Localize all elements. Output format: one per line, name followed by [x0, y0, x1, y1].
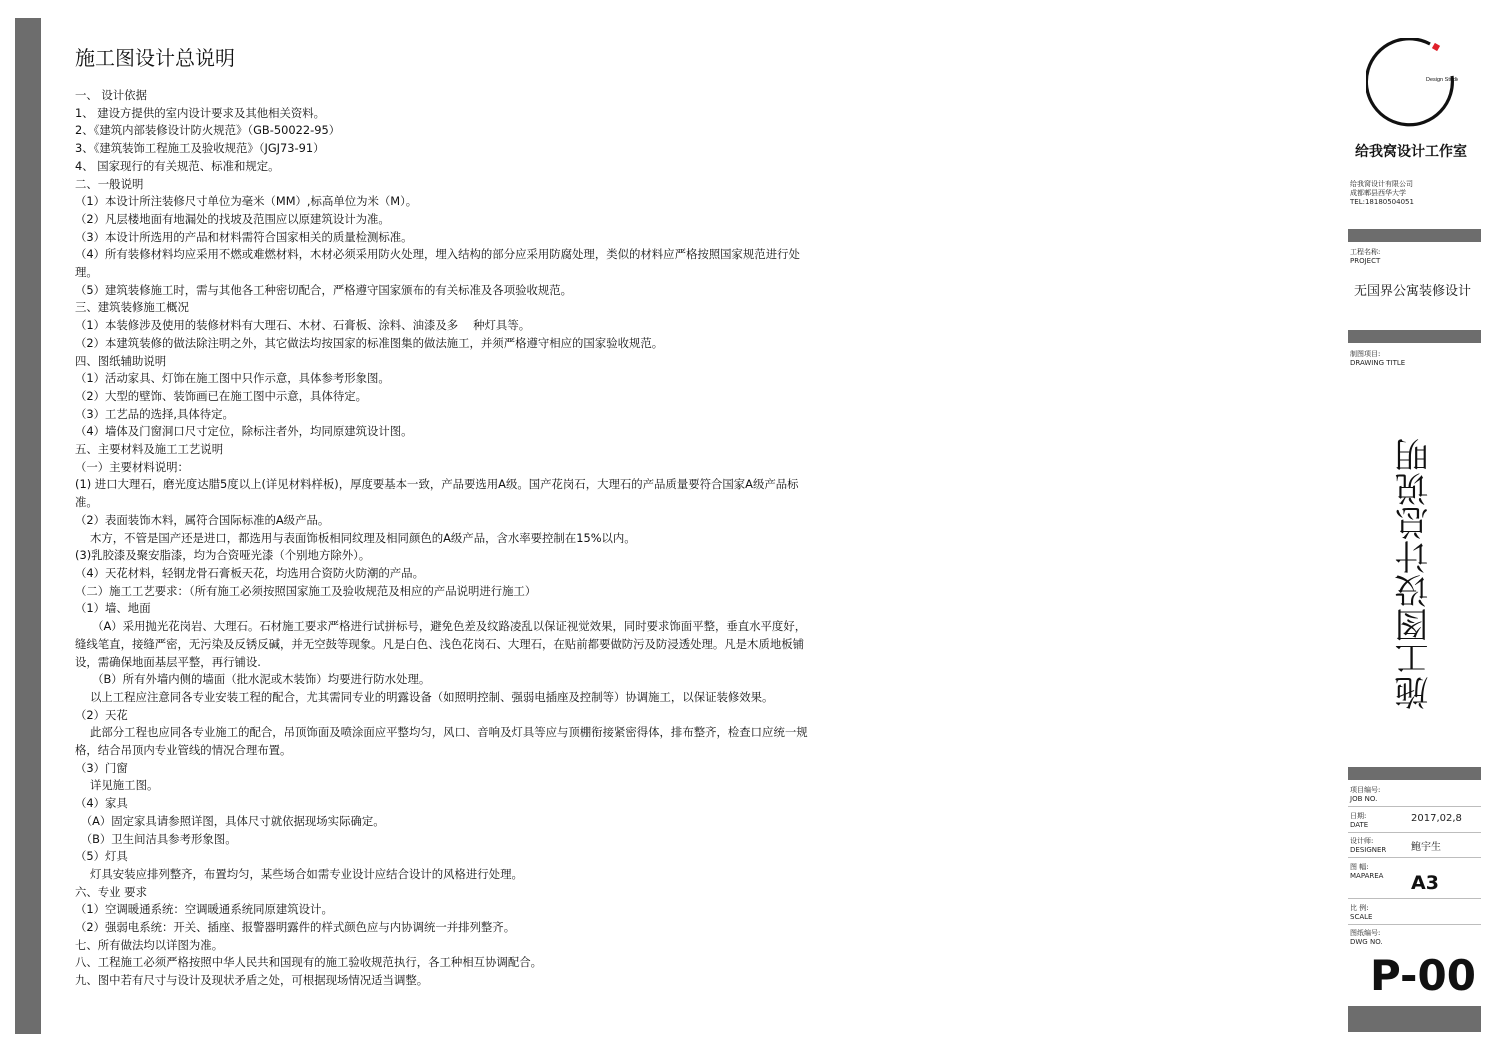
note-line: （4）天花材料，轻钢龙骨石膏板天花，均选用合资防火防潮的产品。 — [75, 565, 424, 580]
note-line: （1）本设计所注装修尺寸单位为毫米（MM）,标高单位为米（M）。 — [75, 194, 418, 209]
designer-value: 鲍宇生 — [1411, 842, 1441, 853]
note-line: 2、《建筑内部装修设计防火规范》（GB-50022-95） — [75, 123, 341, 138]
note-line: (3)乳胶漆及聚安脂漆，均为合资哑光漆（个别地方除外）。 — [75, 548, 371, 563]
divider-bar — [1348, 229, 1481, 242]
maparea-label-en: MAPAREA — [1350, 872, 1384, 880]
designer-label-en: DESIGNER — [1350, 846, 1387, 854]
scale-label-en: SCALE — [1350, 913, 1373, 921]
designer-label-cn: 设计师: — [1350, 837, 1374, 845]
note-line: （1）本装修涉及使用的装修材料有大理石、木材、石膏板、涂料、油漆及多 种灯具等。 — [75, 318, 531, 333]
job-label-en: JOB NO. — [1350, 795, 1378, 803]
note-line: （B）所有外墙内侧的墙面（批水泥或木装饰）均要进行防水处理。 — [75, 672, 431, 687]
dwg-label-en: DWG NO. — [1350, 938, 1383, 946]
note-line: 二、一般说明 — [75, 176, 144, 191]
note-line: 木方，不管是国产还是进口，都选用与表面饰板相同纹理及相同颜色的A级产品，含水率要控制在15%以内。 — [75, 530, 636, 545]
scale-label — [1350, 904, 1372, 922]
note-line: 1、 建设方提供的室内设计要求及其他相关资料。 — [75, 105, 326, 120]
project-name: 无国界公寓装修设计 — [1354, 284, 1472, 299]
note-line: （4）墙体及门窗洞口尺寸定位，除标注者外，均同原建筑设计图。 — [75, 424, 413, 439]
note-line: 六、专业 要求 — [75, 884, 147, 899]
company-tel: TEL:18180504051 — [1350, 198, 1414, 206]
drawing-title-vertical: 施工图设计总说明 — [1395, 438, 1435, 710]
drawing-title-label — [1350, 350, 1405, 368]
note-line: 五、主要材料及施工工艺说明 — [75, 442, 224, 457]
drawing-title-label-en: DRAWING TITLE — [1350, 359, 1406, 367]
note-line: 四、图纸辅助说明 — [75, 353, 167, 368]
job-no-label — [1350, 786, 1380, 804]
job-label-cn: 项目编号: — [1350, 786, 1381, 794]
designer-label — [1350, 837, 1386, 855]
company-name: 给我窝设计有限公司 — [1350, 180, 1413, 188]
note-line: （3）本设计所选用的产品和材料需符合国家相关的质量检测标准。 — [75, 229, 413, 244]
project-label — [1350, 248, 1380, 266]
note-line: （3）工艺品的选择,具体待定。 — [75, 406, 234, 421]
row-divider — [1348, 898, 1481, 899]
row-divider — [1348, 832, 1481, 833]
date-value: 2017,02,8 — [1411, 813, 1462, 824]
project-label-en: PROJECT — [1350, 257, 1381, 265]
note-line: 灯具安装应排列整齐，布置均匀，某些场合如需专业设计应结合设计的风格进行处理。 — [75, 866, 523, 881]
divider-bar — [1348, 767, 1481, 780]
studio-logo — [1366, 38, 1458, 130]
note-line: 设，需确保地面基层平整，再行铺设. — [75, 654, 261, 669]
note-line: （1）活动家具、灯饰在施工图中只作示意，具体参考形象图。 — [75, 371, 390, 386]
note-line: 一、 设计依据 — [75, 88, 147, 102]
date-label-cn: 日期: — [1350, 812, 1367, 820]
note-line: 七、所有做法均以详图为准。 — [75, 937, 224, 952]
drawing-title-label-cn: 制图项目: — [1350, 350, 1381, 358]
note-line: （3）门窗 — [75, 760, 128, 775]
note-line: 3、《建筑装饰工程施工及验收规范》（JGJ73-91） — [75, 141, 325, 156]
note-line: （2）强弱电系统：开关、插座、报警器明露件的样式颜色应与内协调统一并排列整齐。 — [75, 920, 516, 935]
page-title: 施工图设计总说明 — [75, 46, 235, 70]
scale-label-cn: 比 例: — [1350, 904, 1369, 912]
divider-bar — [1348, 330, 1481, 343]
note-line: （2）表面装饰木料，属符合国际标准的A级产品。 — [75, 512, 330, 527]
maparea-label — [1350, 863, 1383, 881]
logo-text: Design Studio — [1426, 77, 1458, 83]
note-line: （1）墙、地面 — [75, 601, 151, 616]
note-line: 准。 — [75, 495, 98, 510]
note-line: 三、建筑装修施工概况 — [75, 300, 189, 315]
maparea-value: A3 — [1411, 872, 1439, 894]
company-address: 成都郫县西华大学 — [1350, 189, 1406, 197]
dwg-label — [1350, 929, 1383, 947]
note-line: 此部分工程也应同各专业施工的配合，吊顶饰面及喷涂面应平整均匀，风口、音响及灯具等应与顶棚衔接紧密得体，排布整齐，检查口应统一规 — [75, 725, 808, 740]
note-line: (1) 进口大理石，磨光度达腊5度以上(详见材料样板)，厚度要基本一致，产品要选用A级。国产花岗石，大理石的产品质量要符合国家A级产品标 — [75, 477, 799, 492]
notes-body — [75, 87, 890, 990]
note-line: （一）主要材料说明： — [75, 459, 189, 474]
note-line: （2）天花 — [75, 707, 128, 722]
note-line: （1）空调暖通系统：空调暖通系统同原建筑设计。 — [75, 902, 333, 917]
note-line: （二）施工工艺要求：（所有施工必须按照国家施工及验收规范及相应的产品说明进行施工） — [75, 583, 537, 598]
left-margin-bar — [15, 18, 41, 1034]
date-label — [1350, 812, 1368, 830]
note-line: 以上工程应注意同各专业安装工程的配合，尤其需同专业的明露设备（如照明控制、强弱电插座及控制等）协调施工，以保证装修效果。 — [75, 689, 774, 704]
date-label-en: DATE — [1350, 821, 1369, 829]
project-label-cn: 工程名称: — [1350, 248, 1381, 256]
note-line: 九、图中若有尺寸与设计及现状矛盾之处，可根据现场情况适当调整。 — [75, 973, 429, 988]
note-line: （2）凡层楼地面有地漏处的找坡及范围应以原建筑设计为准。 — [75, 211, 390, 226]
logo-ring-icon — [1366, 38, 1458, 130]
maparea-label-cn: 图 幅: — [1350, 863, 1369, 871]
note-line: （A）固定家具请参照详图，具体尺寸就依据现场实际确定。 — [75, 813, 385, 828]
note-line: 八、工程施工必须严格按照中华人民共和国现有的施工验收规范执行，各工种相互协调配合。 — [75, 955, 543, 970]
note-line: （4）家具 — [75, 796, 128, 811]
note-line: 缝线笔直，接缝严密，无污染及反锈反碱，并无空鼓等现象。凡是白色、浅色花岗石、大理石，在贴前都要做防污及防浸透处理。凡是木质地板铺 — [75, 636, 805, 651]
bottom-bar — [1348, 1006, 1481, 1032]
logo-red-dot-icon — [1432, 43, 1440, 51]
note-line: 格，结合吊顶内专业管线的情况合理布置。 — [75, 743, 292, 758]
row-divider — [1348, 806, 1481, 807]
company-info — [1350, 180, 1414, 207]
note-line: （2）大型的壁饰、装饰画已在施工图中示意，具体待定。 — [75, 388, 368, 403]
note-line: （A）采用抛光花岗岩、大理石。石材施工要求严格进行试拼标号，避免色差及纹路凌乱以保证视觉效果，同时要求饰面平整，垂直水平度好， — [75, 619, 807, 634]
note-line: （B）卫生间洁具参考形象图。 — [75, 831, 237, 846]
note-line: 理。 — [75, 265, 98, 280]
studio-name: 给我窝设计工作室 — [1355, 144, 1467, 160]
dwg-label-cn: 图纸编号: — [1350, 929, 1381, 937]
note-line: （2）本建筑装修的做法除注明之外，其它做法均按国家的标准图集的做法施工，并须严格遵守相应的国家验收规范。 — [75, 335, 664, 350]
note-line: 4、 国家现行的有关规范、标准和规定。 — [75, 158, 280, 173]
note-line: （5）建筑装修施工时，需与其他各工种密切配合，严格遵守国家颁布的有关标准及各项验收规范。 — [75, 282, 573, 297]
note-line: 详见施工图。 — [75, 778, 159, 793]
row-divider — [1348, 924, 1481, 925]
drawing-number: P-00 — [1370, 951, 1476, 1000]
note-line: （4）所有装修材料均应采用不燃或难燃材料，木材必须采用防火处理，埋入结构的部分应采用防腐处理，类似的材料应严格按照国家规范进行处 — [75, 247, 800, 262]
row-divider — [1348, 857, 1481, 858]
note-line: （5）灯具 — [75, 849, 128, 864]
